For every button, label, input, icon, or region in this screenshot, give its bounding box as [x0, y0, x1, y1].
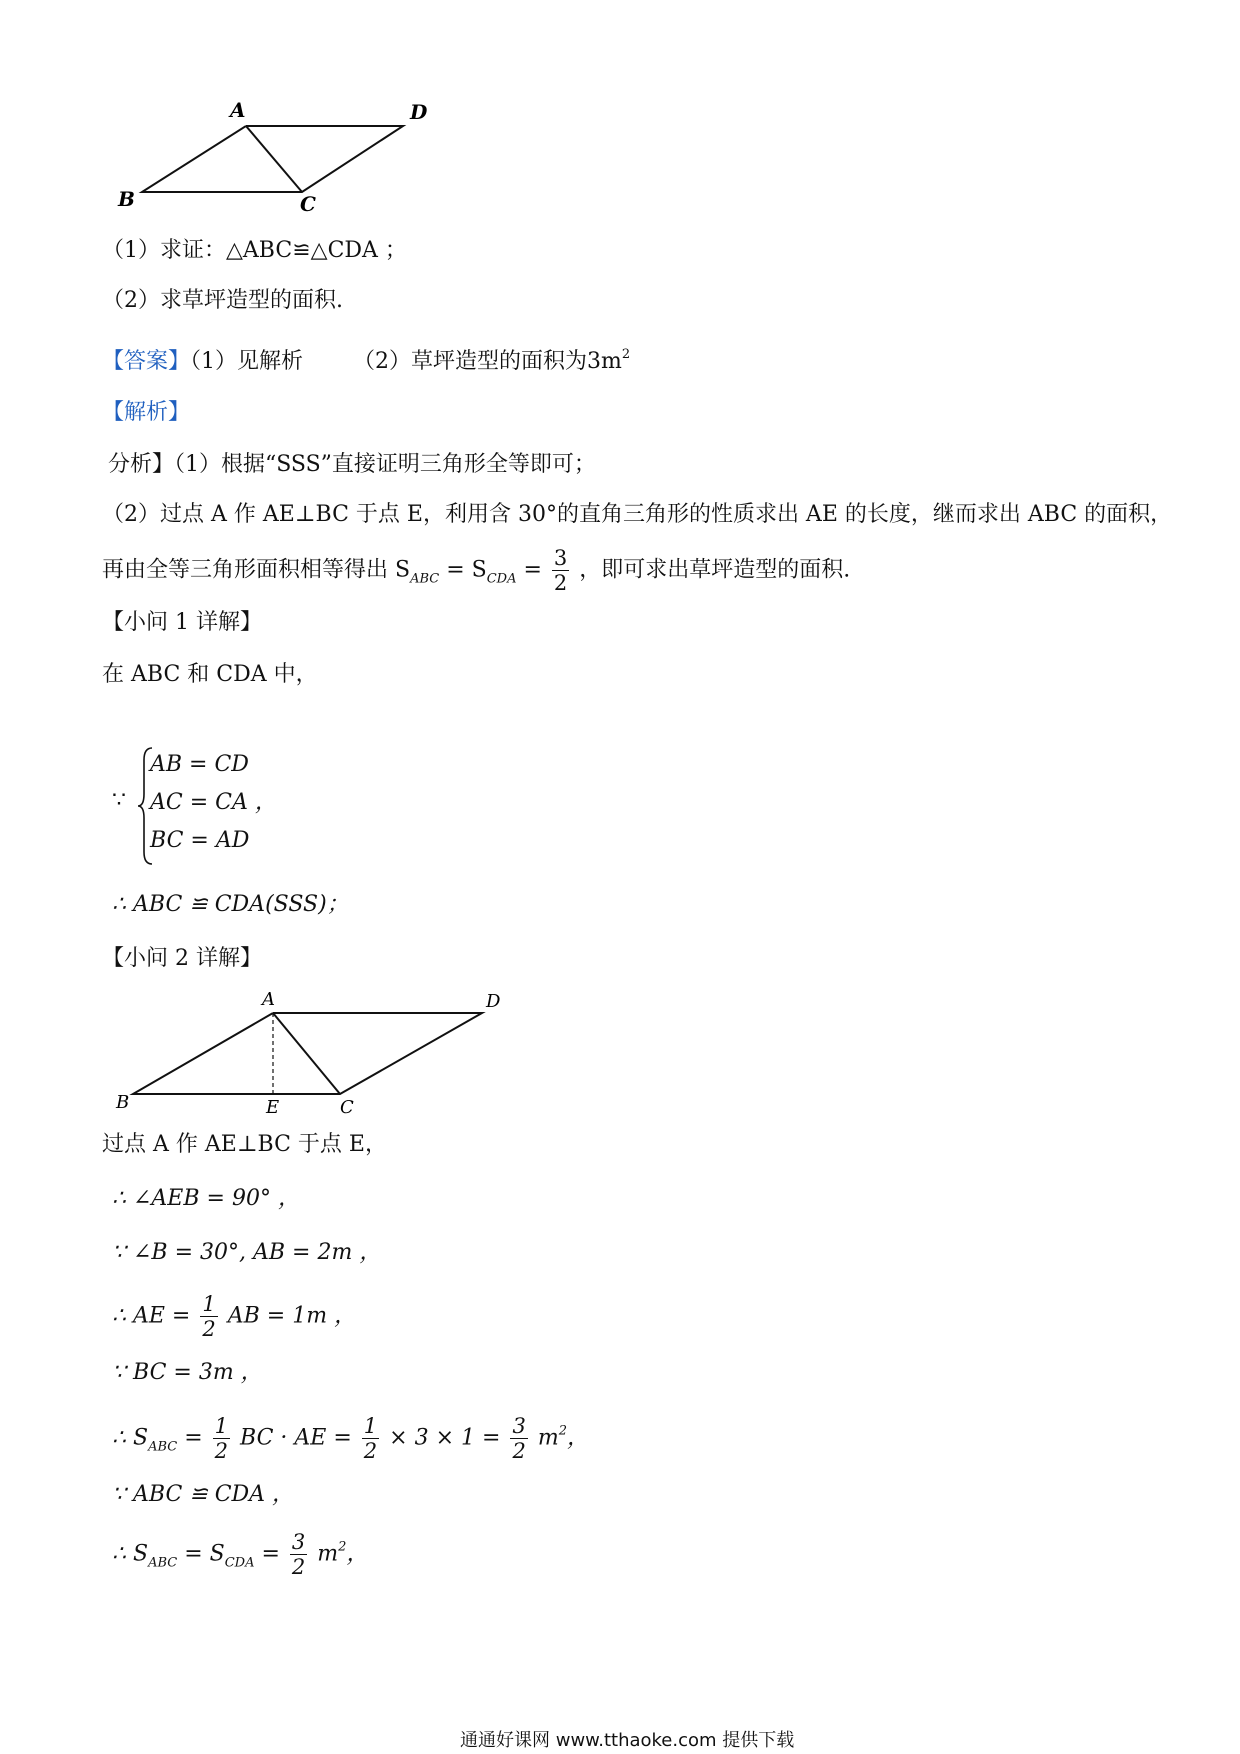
- question-1: （1）求证：△ABC≌△CDA ；: [102, 238, 407, 263]
- fraction-1-2: $\frac{1}{2}$: [202, 1292, 216, 1341]
- part2-step-6: ∴ $S_{ABC}$ = $\frac{1}{2}$ BC · AE = $\frac{1}{2}$ × 3 × 1 = $\frac{3}{2}$ $m^2$，: [112, 1414, 589, 1463]
- answer-tag: 【答案】: [102, 349, 191, 374]
- part2-step-5: ∵ BC = 3m ，: [112, 1360, 263, 1385]
- eq-bc-ad: BC = AD: [150, 828, 250, 853]
- fig2-label-a: A: [262, 989, 275, 1010]
- answer-line: [102, 340, 630, 377]
- part2-step-7: ∵ ABC ≌ CDA ，: [112, 1482, 295, 1507]
- label-b: B: [118, 187, 135, 211]
- because-symbol: ∵: [112, 788, 126, 813]
- figure-parallelogram-top: [100, 95, 440, 220]
- fraction-3-2-b: $\frac{3}{2}$: [291, 1530, 306, 1579]
- analysis-tag: 【解析】: [102, 400, 191, 425]
- answer-part1: （1）见解析: [190, 349, 304, 374]
- label-c: C: [300, 192, 316, 216]
- fraction-1-2-a: $\frac{1}{2}$: [214, 1414, 229, 1463]
- part2-step-4: ∴ AE = $\frac{1}{2}$ AB = 1m ，: [112, 1292, 357, 1341]
- part2-step-1: 过点 A 作 AE⊥BC 于点 E，: [102, 1132, 387, 1157]
- page-footer: 通通好课网 www.tthaoke.com 提供下载: [460, 1730, 795, 1751]
- part2-step-8: ∴ $S_{ABC} = S_{CDA}$ = $\frac{3}{2}$ $m^2$，: [112, 1530, 369, 1579]
- part1-conclusion: ∴ ABC ≌ CDA(SSS)；: [112, 892, 349, 917]
- analysis-line-3: 再由全等三角形面积相等得出 $S_{ABC} = S_{CDA}$ = $\frac{3}{2}$ ，即可求出草坪造型的面积.: [102, 546, 851, 595]
- eq-ab-cd: AB = CD: [150, 752, 249, 777]
- part2-step-3: ∵ ∠B = 30°, AB = 2m ，: [112, 1240, 382, 1265]
- part1-intro: 在 ABC 和 CDA 中，: [102, 662, 318, 687]
- fig2-label-d: D: [486, 991, 501, 1012]
- part2-heading: 【小问 2 详解】: [102, 946, 262, 971]
- fig2-label-b: B: [116, 1092, 130, 1113]
- fig2-label-e: E: [266, 1097, 280, 1118]
- fig2-label-c: C: [340, 1097, 354, 1118]
- figure-parallelogram-with-height: [100, 985, 520, 1120]
- answer-part2: （2）草坪造型的面积为3m: [353, 349, 622, 374]
- analysis-line-2: （2）过点 A 作 AE⊥BC 于点 E，利用含 30°的直角三角形的性质求出 AE 的长度，继而求出 ABC 的面积，: [102, 502, 1173, 527]
- answer-part2-sup: 2: [621, 347, 631, 362]
- label-a: A: [230, 98, 246, 122]
- fraction-3-2: $\frac{3}{2}$: [553, 546, 568, 595]
- analysis-line-1: 分析】（1）根据“SSS”直接证明三角形全等即可；: [108, 452, 596, 477]
- part1-heading: 【小问 1 详解】: [102, 610, 262, 635]
- part2-step-2: ∴ ∠AEB = 90° ，: [112, 1186, 300, 1211]
- eq-ac-ca: AC = CA ，: [150, 790, 277, 815]
- question-2: （2）求草坪造型的面积.: [102, 288, 343, 313]
- fraction-1-2-b: $\frac{1}{2}$: [363, 1414, 378, 1463]
- label-d: D: [410, 100, 428, 124]
- fraction-3-2-a: $\frac{3}{2}$: [512, 1414, 526, 1463]
- equation-system: [150, 746, 277, 860]
